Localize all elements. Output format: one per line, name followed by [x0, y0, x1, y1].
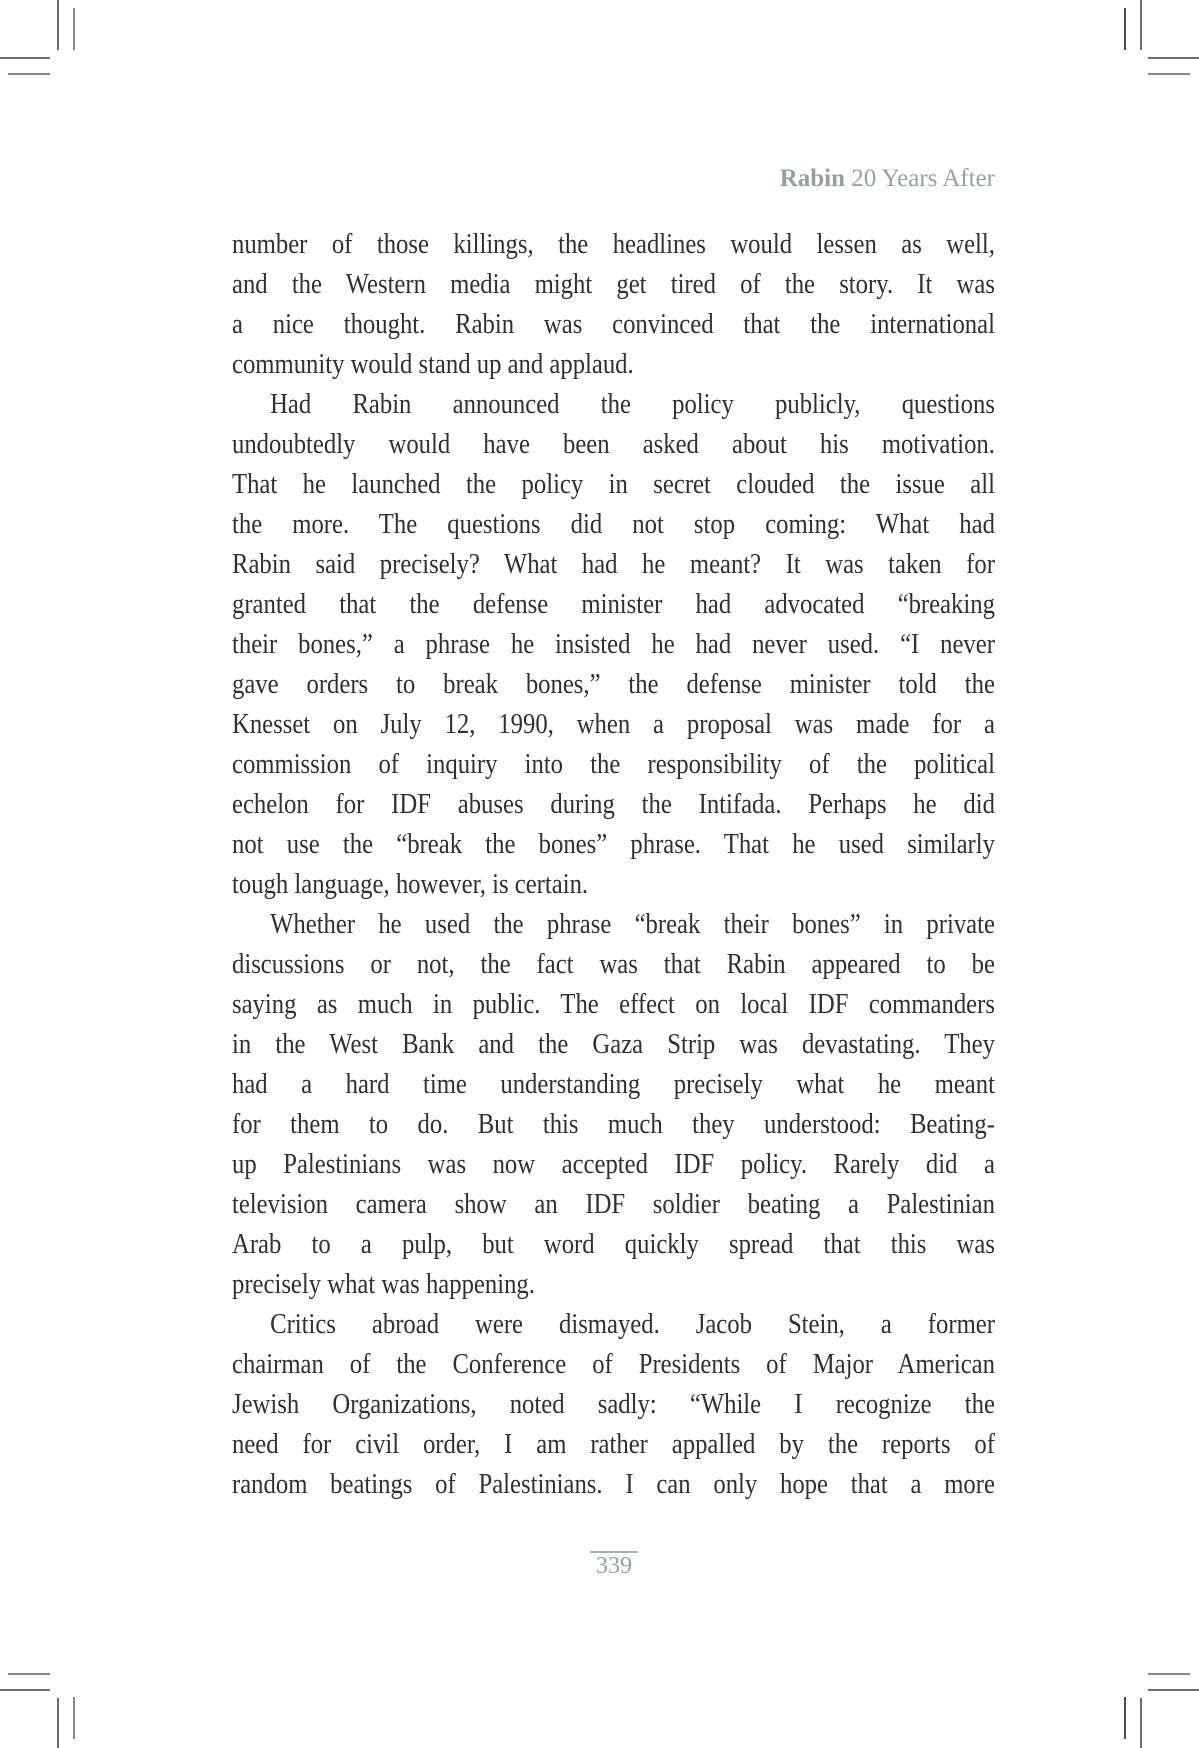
text-line	[232, 625, 995, 665]
text-line-content: community would stand up and applaud.	[232, 349, 634, 380]
text-line-content: number of those killings, the headlines would lessen as well,	[232, 229, 995, 260]
text-line	[232, 1025, 995, 1065]
text-line-content: had a hard time understanding precisely what he meant	[232, 1069, 995, 1100]
text-line-content: granted that the defense minister had advocated “breaking	[232, 589, 995, 620]
running-header	[780, 165, 995, 193]
page-number: 339	[590, 1551, 638, 1579]
crop-mark-br-v1	[1124, 1697, 1126, 1739]
crop-mark-bl-h2	[0, 1689, 50, 1691]
text-line	[232, 385, 995, 425]
text-line	[232, 465, 995, 505]
text-line	[232, 745, 995, 785]
text-line-content: That he launched the policy in secret clouded the issue all	[232, 469, 995, 500]
text-line	[232, 305, 995, 345]
text-line-content: discussions or not, the fact was that Rabin appeared to be	[232, 949, 995, 980]
text-line-content: Rabin said precisely? What had he meant? It was taken for	[232, 549, 995, 580]
text-line-content: need for civil order, I am rather appalled by the reports of	[232, 1429, 995, 1460]
text-line	[232, 905, 995, 945]
crop-mark-br-h2	[1148, 1689, 1199, 1691]
text-line	[232, 1305, 995, 1345]
text-line	[232, 785, 995, 825]
text-line-content: Knesset on July 12, 1990, when a proposal was made for a	[232, 709, 995, 740]
text-line	[232, 1185, 995, 1225]
text-line-content: up Palestinians was now accepted IDF policy. Rarely did a	[232, 1149, 995, 1180]
text-line	[232, 225, 995, 265]
crop-mark-tl-v1	[57, 0, 59, 50]
text-line	[232, 585, 995, 625]
text-line	[232, 985, 995, 1025]
running-header-bold: Rabin	[779, 165, 845, 192]
text-line-content: Whether he used the phrase “break their bones” in private	[270, 909, 995, 940]
text-line	[232, 1065, 995, 1105]
text-line-content: the more. The questions did not stop coming: What had	[232, 509, 995, 540]
crop-mark-tl-v2	[73, 8, 75, 50]
text-line-content: Critics abroad were dismayed. Jacob Stein, a former	[270, 1309, 995, 1340]
text-line	[232, 1385, 995, 1425]
text-line	[232, 1265, 995, 1305]
text-line-content: tough language, however, is certain.	[232, 869, 589, 900]
text-line-content: commission of inquiry into the responsibility of the political	[232, 749, 995, 780]
crop-mark-bl-h1	[8, 1673, 50, 1675]
crop-mark-br-h1	[1148, 1673, 1190, 1675]
text-line	[232, 825, 995, 865]
text-line-content: their bones,” a phrase he insisted he had never used. “I never	[232, 629, 995, 660]
text-line	[232, 345, 995, 385]
text-line-content: not use the “break the bones” phrase. That he used similarly	[232, 829, 995, 860]
text-line	[232, 1225, 995, 1265]
text-line	[232, 1465, 995, 1505]
text-line	[232, 505, 995, 545]
text-line-content: saying as much in public. The effect on local IDF commanders	[232, 989, 995, 1020]
text-line-content: echelon for IDF abuses during the Intifada. Perhaps he did	[232, 789, 995, 820]
text-line	[232, 1345, 995, 1385]
text-line-content: Had Rabin announced the policy publicly, questions	[270, 389, 995, 420]
crop-mark-tr-v1	[1124, 8, 1126, 50]
text-line	[232, 705, 995, 745]
crop-mark-tl-h1	[0, 57, 50, 59]
text-line-content: random beatings of Palestinians. I can only hope that a more	[232, 1469, 995, 1500]
text-line	[232, 1105, 995, 1145]
text-line-content: Jewish Organizations, noted sadly: “While I recognize the	[232, 1389, 995, 1420]
body-text	[232, 225, 995, 1505]
text-line-content: and the Western media might get tired of the story. It was	[232, 269, 995, 300]
text-line-content: for them to do. But this much they understood: Beating-	[232, 1109, 995, 1140]
text-line	[232, 1425, 995, 1465]
text-line	[232, 865, 995, 905]
crop-mark-tr-h1	[1148, 57, 1199, 59]
text-line-content: chairman of the Conference of Presidents of Major American	[232, 1349, 995, 1380]
text-line	[232, 945, 995, 985]
running-header-rest: 20 Years After	[845, 165, 995, 192]
crop-mark-bl-v1	[57, 1698, 59, 1748]
text-line-content: precisely what was happening.	[232, 1269, 535, 1300]
text-line-content: Arab to a pulp, but word quickly spread that this was	[232, 1229, 995, 1260]
text-line	[232, 265, 995, 305]
crop-mark-bl-v2	[73, 1697, 75, 1739]
crop-mark-br-v2	[1140, 1698, 1142, 1748]
text-line	[232, 425, 995, 465]
text-line	[232, 1145, 995, 1185]
crop-mark-tr-h2	[1148, 73, 1190, 75]
text-line-content: in the West Bank and the Gaza Strip was devastating. They	[232, 1029, 995, 1060]
text-line-content: television camera show an IDF soldier beating a Palestinian	[232, 1189, 995, 1220]
text-line-content: gave orders to break bones,” the defense minister told the	[232, 669, 995, 700]
text-line-content: undoubtedly would have been asked about his motivation.	[232, 429, 995, 460]
text-line	[232, 545, 995, 585]
text-line	[232, 665, 995, 705]
crop-mark-tr-v2	[1140, 0, 1142, 50]
text-line-content: a nice thought. Rabin was convinced that the international	[232, 309, 995, 340]
crop-mark-tl-h2	[8, 73, 50, 75]
